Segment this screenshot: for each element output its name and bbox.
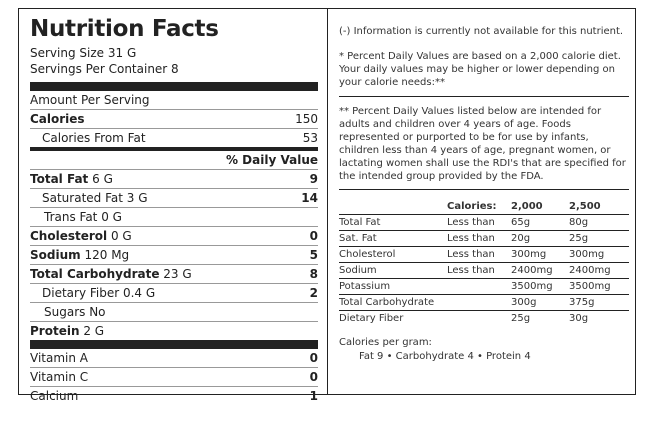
total-fat-label: Total Fat [30, 172, 89, 186]
fiber-dv: 2 [309, 286, 318, 300]
dv-qualifier: Less than [447, 231, 511, 247]
dv-qualifier [447, 295, 511, 311]
dv-2500-value: 30g [569, 313, 589, 324]
cholesterol-amount: 0 G [110, 229, 132, 243]
dv-nutrient: Total Fat [339, 215, 447, 231]
not-available-note: (-) Information is currently not available for this nutrient. [339, 26, 624, 37]
dv-qualifier: Less than [447, 215, 511, 231]
table-row [339, 263, 629, 279]
vitamin-c-row [30, 368, 318, 387]
table-row [339, 231, 629, 247]
trans-fat-row [30, 208, 318, 227]
vitamin-a-row [30, 349, 318, 368]
vitamins-rule [30, 340, 318, 349]
carb-amount: 23 G [163, 267, 192, 281]
calories-value: 150 [295, 112, 318, 126]
percent-dv-note: * Percent Daily Values are based on a 2,000 calorie diet. Your daily values may be higher or lower depending on your calorie needs:** [339, 50, 629, 97]
total-fat-amount: 6 G [92, 172, 113, 186]
daily-values-table [339, 198, 629, 326]
thick-rule [30, 82, 318, 91]
total-fat-row [30, 170, 318, 189]
fiber-row [30, 284, 318, 303]
dv-2000-value: 25g [511, 313, 531, 324]
table-row [339, 215, 629, 231]
dv-qualifier [447, 279, 511, 295]
total-fat-dv: 9 [309, 172, 318, 186]
dv-2000-value: 65g [511, 215, 569, 231]
table-row [339, 295, 629, 311]
vitamin-c-dv: 0 [309, 370, 318, 384]
nutrition-label [30, 15, 318, 405]
dv-2500-value: 25g [569, 231, 629, 247]
footnotes [339, 25, 629, 364]
dv-header-2000: 2,000 [511, 198, 569, 215]
protein-amount: 2 G [83, 324, 105, 338]
table-row [339, 247, 629, 263]
dv-qualifier [447, 311, 511, 327]
dv-2500-value: 300mg [569, 247, 629, 263]
daily-value-header: % Daily Value [225, 153, 318, 167]
saturated-fat-dv: 14 [301, 191, 318, 205]
table-row [339, 311, 629, 327]
dv-header-calories: Calories: [447, 198, 511, 215]
calories-per-gram-factors: Fat 9 • Carbohydrate 4 • Protein 4 [359, 351, 531, 362]
daily-value-header-row [30, 151, 318, 170]
sodium-amount: 120 Mg [84, 248, 130, 262]
table-row [339, 279, 629, 295]
daily-values-header-row [339, 198, 629, 215]
sodium-label: Sodium [30, 248, 81, 262]
calories-per-gram [339, 336, 629, 364]
dv-nutrient: Sat. Fat [339, 231, 447, 247]
dv-nutrient: Dietary Fiber [339, 313, 404, 324]
intended-for-note: ** Percent Daily Values listed below are intended for adults and children over 4 years of age. Foods represented or purported to be for use by infants, children less than 4 years of age, pregnant women, or lactating women shall use the RDI's that are specified for the intended group provided by the FDA. [339, 105, 629, 190]
dv-nutrient: Cholesterol [339, 247, 447, 263]
cholesterol-row [30, 227, 318, 246]
dv-2000-value: 20g [511, 231, 569, 247]
sugars: Sugars No [44, 305, 106, 319]
servings-per-container: Servings Per Container 8 [30, 62, 179, 76]
dv-header-blank [339, 198, 447, 215]
dv-nutrient: Total Carbohydrate [339, 295, 447, 311]
dv-2500-value: 2400mg [569, 263, 629, 279]
amount-per-serving-row [30, 91, 318, 110]
sodium-row [30, 246, 318, 265]
serving-size: Serving Size 31 G [30, 46, 137, 60]
carbohydrate-row [30, 265, 318, 284]
dietary-fiber: Dietary Fiber 0.4 G [42, 286, 156, 300]
protein-row [30, 322, 318, 340]
dv-qualifier: Less than [447, 247, 511, 263]
dv-2500-value: 375g [569, 295, 629, 311]
saturated-fat-row [30, 189, 318, 208]
carb-dv: 8 [309, 267, 318, 281]
dv-nutrient: Potassium [339, 279, 447, 295]
vitamin-a: Vitamin A [30, 351, 88, 365]
carb-label: Total Carbohydrate [30, 267, 160, 281]
calories-label: Calories [30, 112, 85, 126]
amount-per-serving: Amount Per Serving [30, 93, 150, 107]
cholesterol-label: Cholesterol [30, 229, 108, 243]
calcium-row [30, 387, 318, 405]
cholesterol-dv: 0 [309, 229, 318, 243]
dv-2000-value: 300mg [511, 247, 569, 263]
dv-2000-value: 300g [511, 295, 569, 311]
calcium-dv: 1 [309, 389, 318, 403]
vitamin-c: Vitamin C [30, 370, 89, 384]
sodium-dv: 5 [309, 248, 318, 262]
nutrition-panel [18, 8, 636, 403]
calories-from-fat-row [30, 129, 318, 151]
label-title: Nutrition Facts [30, 16, 219, 42]
protein-label: Protein [30, 324, 80, 338]
calories-from-fat-value: 53 [302, 131, 318, 145]
trans-fat: Trans Fat 0 G [44, 210, 122, 224]
calories-from-fat-label: Calories From Fat [42, 131, 146, 145]
saturated-fat: Saturated Fat 3 G [42, 191, 148, 205]
dv-2000-value: 2400mg [511, 263, 569, 279]
dv-2500-value: 80g [569, 215, 629, 231]
panel-divider [327, 9, 328, 394]
dv-2500-value: 3500mg [569, 279, 629, 295]
dv-qualifier: Less than [447, 263, 511, 279]
calories-per-gram-label: Calories per gram: [339, 337, 432, 348]
calcium: Calcium [30, 389, 79, 403]
dv-2000-value: 3500mg [511, 279, 569, 295]
dv-header-2500: 2,500 [569, 198, 629, 215]
calories-row [30, 110, 318, 129]
vitamin-a-dv: 0 [309, 351, 318, 365]
dv-nutrient: Sodium [339, 263, 447, 279]
sugars-row [30, 303, 318, 322]
